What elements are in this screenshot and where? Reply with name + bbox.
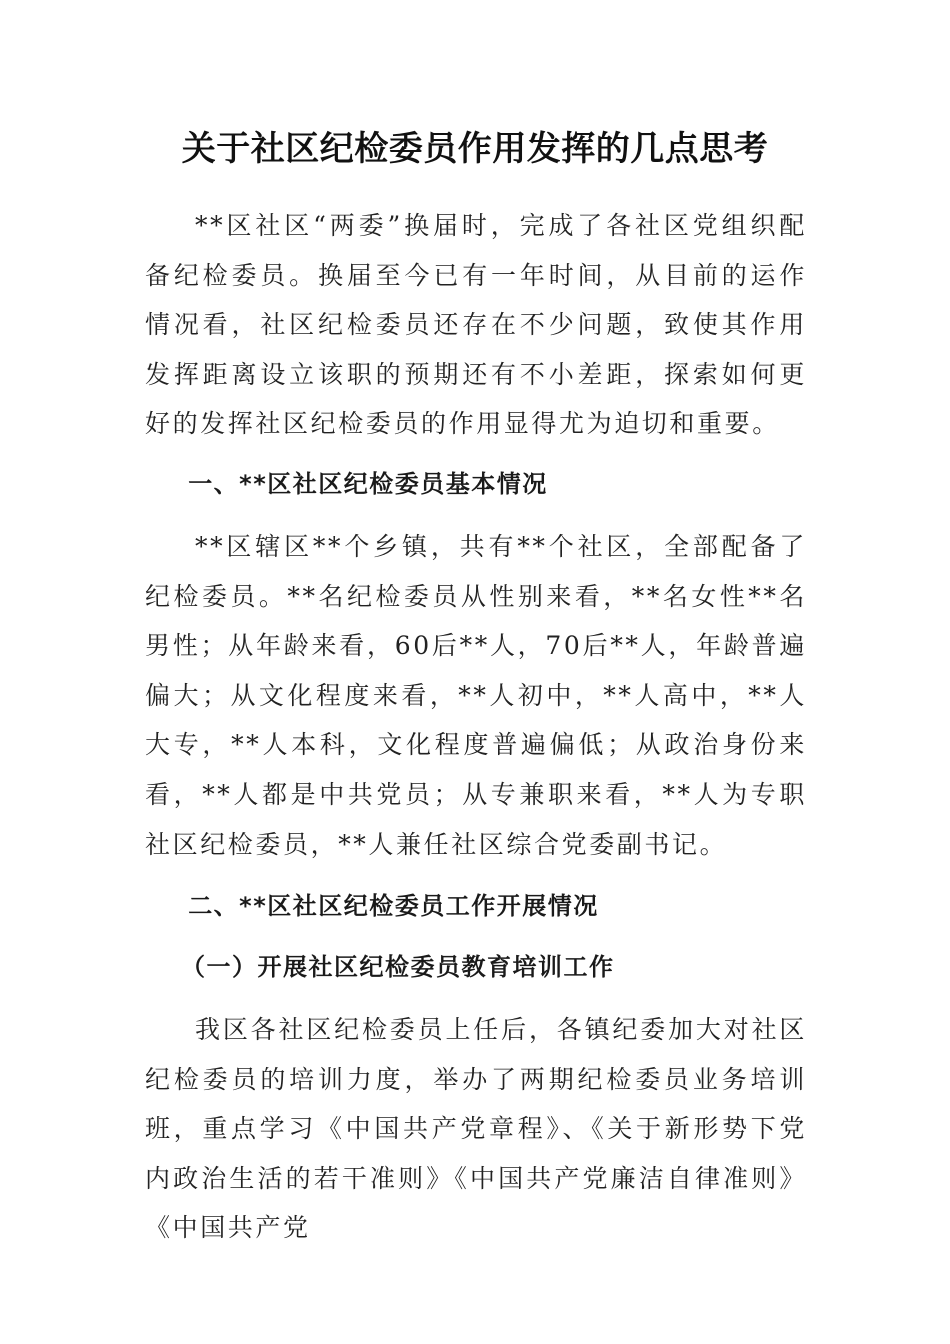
paragraph-training: 我区各社区纪检委员上任后，各镇纪委加大对社区纪检委员的培训力度，举办了两期纪检委员业务培训班，重点学习《中国共产党章程》、《关于新形势下党内政治生活的若干准则》《中国共产党廉洁自律准则》《中国共产党 [145, 1015, 807, 1243]
section-heading-basic-situation: 一、**区社区纪检委员基本情况 [188, 470, 548, 498]
section-heading-work-progress: 二、**区社区纪检委员工作开展情况 [188, 892, 599, 920]
document-title: 关于社区纪检委员作用发挥的几点思考 [181, 129, 769, 169]
paragraph-intro: **区社区“两委”换届时，完成了各社区党组织配备纪检委员。换届至今已有一年时间，从目前的运作情况看，社区纪检委员还存在不少问题，致使其作用发挥距离设立该职的预期还有不小差距，探索如何更好的发挥社区纪检委员的作用显得尤为迫切和重要。 [145, 211, 807, 439]
subsection-heading-training: （一）开展社区纪检委员教育培训工作 [181, 953, 615, 981]
paragraph-basic-situation: **区辖区**个乡镇，共有**个社区，全部配备了纪检委员。**名纪检委员从性别来看，**名女性**名男性；从年龄来看，60后**人，70后**人，年龄普遍偏大；从文化程度来看，**人初中，**人高中，**人大专，**人本科，文化程度普遍偏低；从政治身份来看，**人都是中共党员；从专兼职来看，**人为专职社区纪检委员，**人兼任社区综合党委副书记。 [145, 532, 807, 859]
